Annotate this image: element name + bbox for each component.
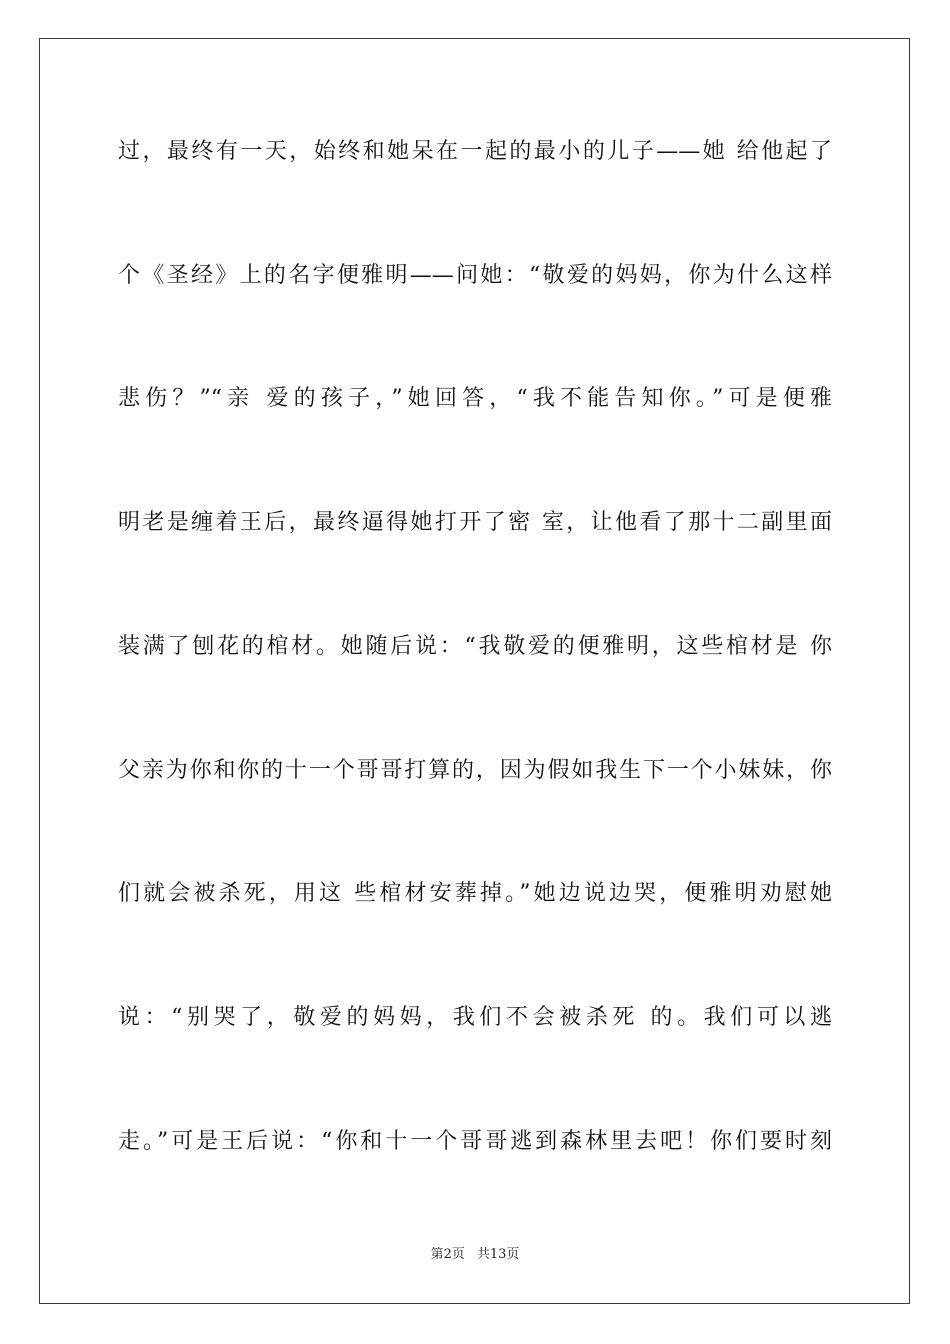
text-line: 父亲为你和你的十一个哥哥打算的，因为假如我生下一个小妹妹，你 — [118, 758, 832, 783]
text-line: 个《圣经》上的名字便雅明——问她：“敬爱的妈妈，你为什么这样 — [118, 263, 832, 288]
page-footer — [0, 1246, 950, 1264]
page-number: 第2页 — [430, 1247, 465, 1262]
text-line: 说：“别哭了，敬爱的妈妈，我们不会被杀死 的。我们可以逃 — [118, 1005, 832, 1030]
page-border — [39, 38, 910, 1304]
text-line: 走。”可是王后说：“你和十一个哥哥逃到森林里去吧！你们要时刻 — [118, 1129, 832, 1154]
page-total: 共13页 — [476, 1247, 520, 1262]
text-line: 过，最终有一天，始终和她呆在一起的最小的儿子——她 给他起了 — [118, 139, 832, 164]
text-line: 装满了刨花的棺材。她随后说：“我敬爱的便雅明，这些棺材是 你 — [118, 634, 832, 659]
text-line: 悲伤？”“亲 爱的孩子，”她回答，“我不能告知你。”可是便雅 — [118, 386, 832, 411]
text-line: 们就会被杀死，用这 些棺材安葬掉。”她边说边哭，便雅明劝慰她 — [118, 881, 832, 906]
text-line: 明老是缠着王后，最终逼得她打开了密 室，让他看了那十二副里面 — [118, 510, 832, 535]
